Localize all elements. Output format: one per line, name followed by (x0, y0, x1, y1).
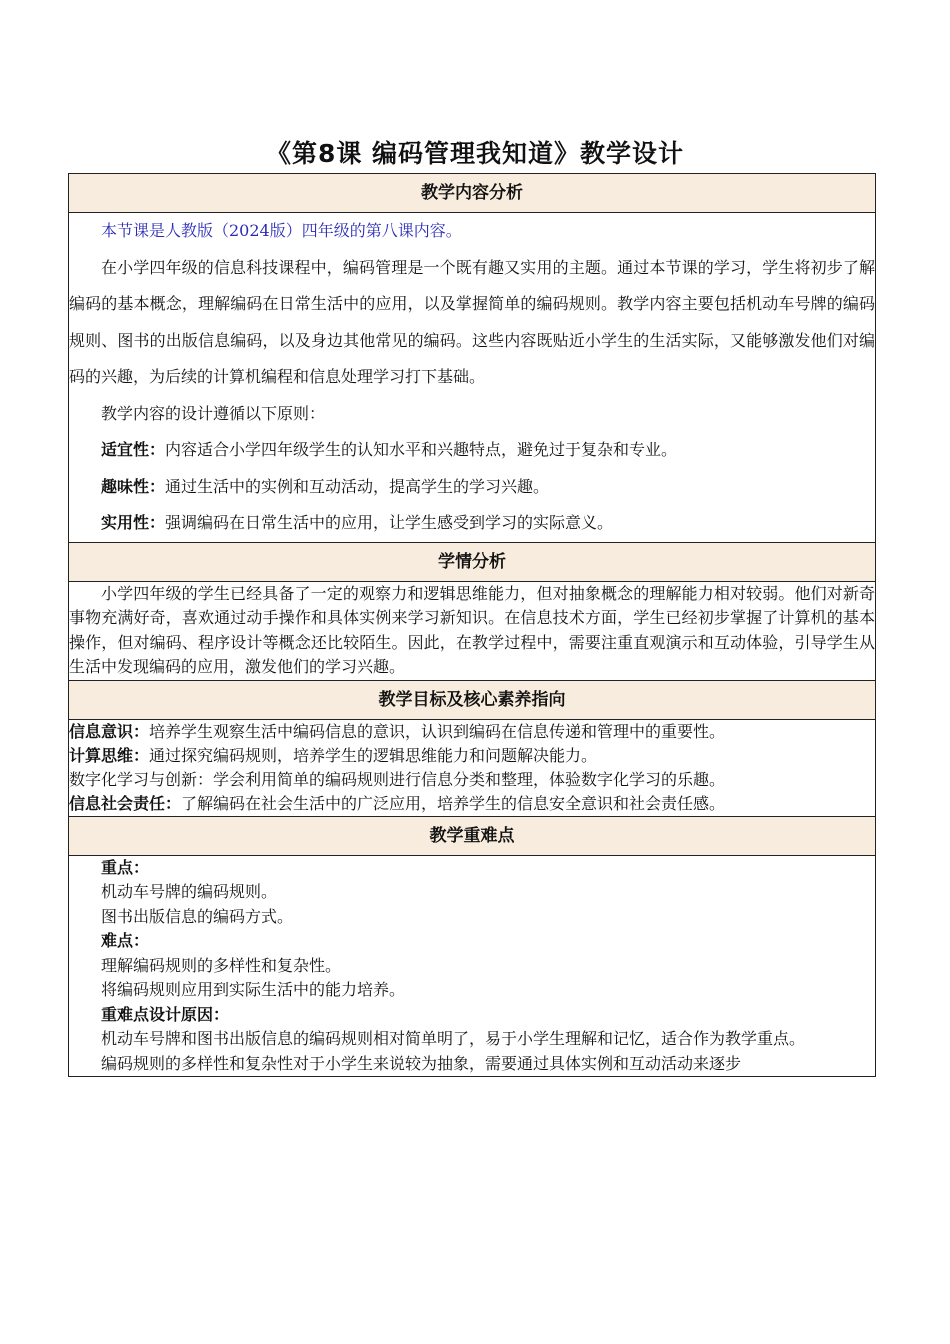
principle-text: 强调编码在日常生活中的应用，让学生感受到学习的实际意义。 (165, 513, 614, 532)
key-points-body (69, 855, 876, 1077)
student-analysis-body (69, 581, 876, 680)
goal-text: 通过探究编码规则，培养学生的逻辑思维能力和问题解决能力。 (149, 745, 598, 765)
goal-label: 信息社会责任： (69, 793, 182, 813)
difficulty-label-text: 难点： (101, 931, 150, 950)
reason-paragraph: 编码规则的多样性和复杂性对于小学生来说较为抽象，需要通过具体实例和互动活动来逐步 (101, 1053, 742, 1073)
goals-header: 教学目标及核心素养指向 (69, 680, 876, 719)
key-points-header: 教学重难点 (69, 816, 876, 855)
principle-item (69, 469, 875, 506)
content-paragraph: 在小学四年级的信息科技课程中，编码管理是一个既有趣又实用的主题。通过本节课的学习，学生将初步了解编码的基本概念，理解编码在日常生活中的应用，以及掌握简单的编码规则。教学内容主要包括机动车号牌的编码规则、图书的出版信息编码，以及身边其他常见的编码。这些内容既贴近小学生的生活实际，又能够激发他们对编码的兴趣，为后续的计算机编程和信息处理学习打下基础。 (69, 257, 875, 386)
principle-text: 内容适合小学四年级学生的认知水平和兴趣特点，避免过于复杂和专业。 (165, 440, 678, 459)
goal-item (69, 744, 875, 768)
page-title: 《第8课 编码管理我知道》教学设计 (265, 139, 685, 168)
principle-item (69, 432, 875, 469)
student-analysis-header: 学情分析 (69, 542, 876, 581)
goals-body (69, 719, 876, 816)
principle-label: 实用性： (101, 513, 166, 532)
goal-item (69, 792, 875, 816)
principle-label: 趣味性： (101, 476, 166, 496)
key-item: 机动车号牌的编码规则。 (101, 882, 278, 901)
difficulty-label (69, 929, 875, 954)
reason-label (69, 1003, 875, 1028)
goal-text: 数字化学习与创新：学会利用简单的编码规则进行信息分类和整理，体验数字化学习的乐趣。 (69, 769, 726, 789)
principle-label: 适宜性： (101, 440, 166, 459)
key-label-text: 重点： (101, 857, 150, 877)
principles-intro: 教学内容的设计遵循以下原则： (101, 403, 326, 423)
content-analysis-header: 教学内容分析 (69, 174, 876, 213)
goal-item (69, 768, 875, 792)
key-item: 图书出版信息的编码方式。 (101, 906, 294, 926)
goal-text: 培养学生观察生活中编码信息的意识，认识到编码在信息传递和管理中的重要性。 (149, 721, 726, 741)
student-analysis-paragraph: 小学四年级的学生已经具备了一定的观察力和逻辑思维能力，但对抽象概念的理解能力相对较弱。他们对新奇事物充满好奇，喜欢通过动手操作和具体实例来学习新知识。在信息技术方面，学生已经初步掌握了计算机的基本操作，但对编码、程序设计等概念还比较陌生。因此，在教学过程中，需要注重直观演示和互动体验，引导学生从生活中发现编码的应用，激发他们的学习兴趣。 (69, 583, 875, 676)
goal-label: 计算思维： (69, 745, 150, 765)
reason-label-text: 重难点设计原因： (101, 1004, 230, 1024)
principle-item (69, 505, 875, 542)
goal-text: 了解编码在社会生活中的广泛应用，培养学生的信息安全意识和社会责任感。 (181, 793, 726, 813)
intro-paragraph: 本节课是人教版（2024版）四年级的第八课内容。 (101, 221, 462, 240)
content-analysis-body (69, 213, 876, 543)
difficulty-item: 理解编码规则的多样性和复杂性。 (101, 955, 342, 975)
principle-text: 通过生活中的实例和互动活动，提高学生的学习兴趣。 (165, 476, 550, 496)
goal-label: 信息意识： (69, 721, 150, 741)
lesson-plan-table (68, 173, 876, 1077)
reason-paragraph: 机动车号牌和图书出版信息的编码规则相对简单明了，易于小学生理解和记忆，适合作为教学重点。 (101, 1029, 806, 1048)
key-label (69, 856, 875, 881)
difficulty-item: 将编码规则应用到实际生活中的能力培养。 (101, 980, 406, 999)
goal-item (69, 720, 875, 744)
